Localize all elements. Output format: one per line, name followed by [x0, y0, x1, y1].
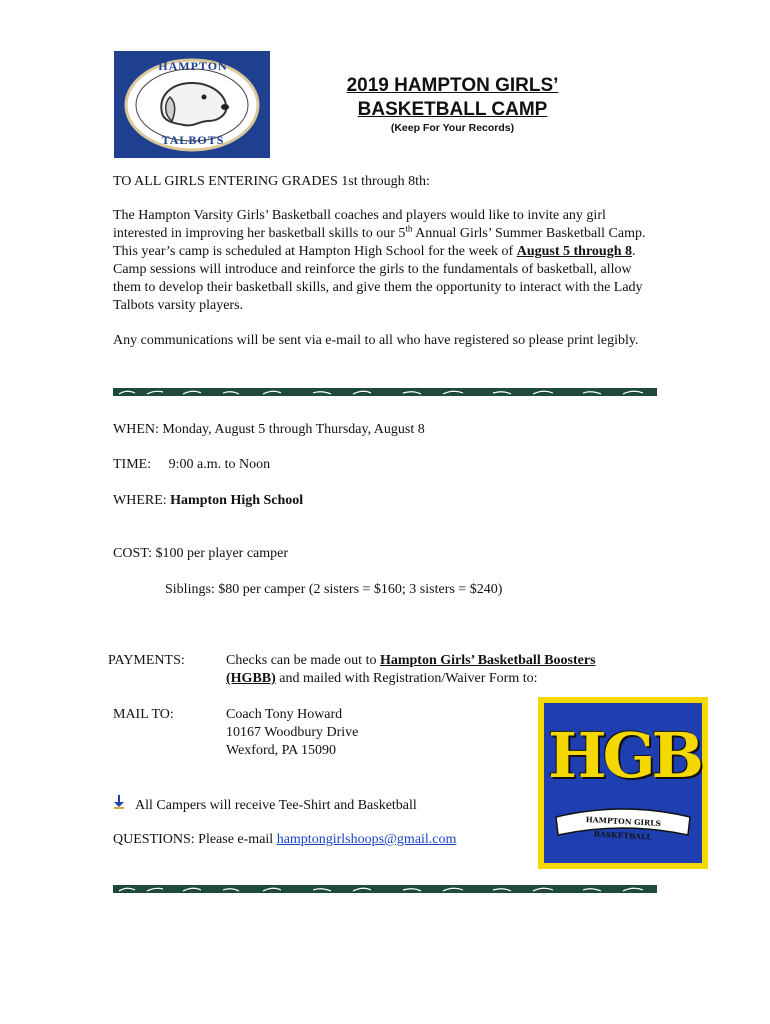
page-title [300, 74, 605, 122]
address-line-2: 10167 Woodbury Drive [226, 725, 359, 740]
arrow-bullet-icon [113, 795, 135, 815]
mail-address [226, 706, 358, 760]
hgb-logo [538, 697, 708, 869]
time-line [113, 456, 270, 474]
greeting: TO ALL GIRLS ENTERING GRADES 1st through 8th: [113, 174, 430, 189]
when-line: WHEN: Monday, August 5 through Thursday, August 8 [113, 422, 425, 437]
email-link[interactable]: hamptongirlshoops@gmail.com [276, 832, 457, 847]
hgb-banner-text: HAMPTON GIRLS BASKETBALL [585, 815, 662, 842]
where-value: Hampton High School [170, 493, 304, 508]
decorative-divider [113, 885, 657, 893]
where-label: WHERE: [113, 493, 171, 508]
bullet-line [113, 795, 417, 815]
communications-note: Any communications will be sent via e-mail to all who have registered so please print legibly. [113, 333, 639, 348]
address-line-3: Wexford, PA 15090 [226, 743, 336, 758]
siblings-line: Siblings: $80 per camper (2 sisters = $160; 3 sisters = $240) [165, 582, 503, 597]
title-line-1: 2019 HAMPTON GIRLS’ [346, 75, 559, 96]
mail-label: MAIL TO: [113, 707, 174, 722]
address-line-1: Coach Tony Howard [226, 707, 343, 722]
payee-name: Hampton Girls’ Basketball Boosters [379, 653, 596, 668]
questions-line [113, 831, 456, 849]
cost-line: COST: $100 per player camper [113, 546, 289, 561]
payee-abbrev: (HGBB) [226, 671, 276, 686]
questions-label: QUESTIONS: Please e-mail [113, 832, 277, 847]
hgb-letters: HGB [548, 719, 700, 792]
title-line-2: BASKETBALL CAMP [357, 99, 548, 120]
logo-top-text: HAMPTON [158, 59, 228, 73]
hampton-talbots-logo [114, 51, 270, 158]
payments-text: Checks can be made out to Hampton Girls’ Basketball Boosters (HGBB) and mailed with Registration/Waiver Form to: [226, 653, 596, 686]
intro-paragraph: The Hampton Varsity Girls’ Basketball coaches and players would like to invite any girl interested in improving her basketball skills to our 5th Annual Girls’ Summer Basketball Camp. This year’s camp is scheduled at Hampton High School for the week of August 5 through 8. Camp sessions will introduce and reinforce the girls to the fundamentals of basketball, allow them to develop their basketball skills, and give them the opportunity to interact with the Lady Talbots varsity players. [113, 208, 646, 313]
time-label: TIME: [113, 457, 152, 472]
logo-bottom-text: TALBOTS [161, 133, 225, 147]
bullet-text: All Campers will receive Tee-Shirt and Basketball [135, 798, 417, 813]
where-line [113, 492, 303, 510]
decorative-divider [113, 388, 657, 396]
time-value: 9:00 a.m. to Noon [168, 457, 271, 472]
subtitle: (Keep For Your Records) [390, 122, 515, 134]
payments-label: PAYMENTS: [108, 653, 185, 668]
camp-dates: August 5 through 8 [516, 244, 632, 259]
